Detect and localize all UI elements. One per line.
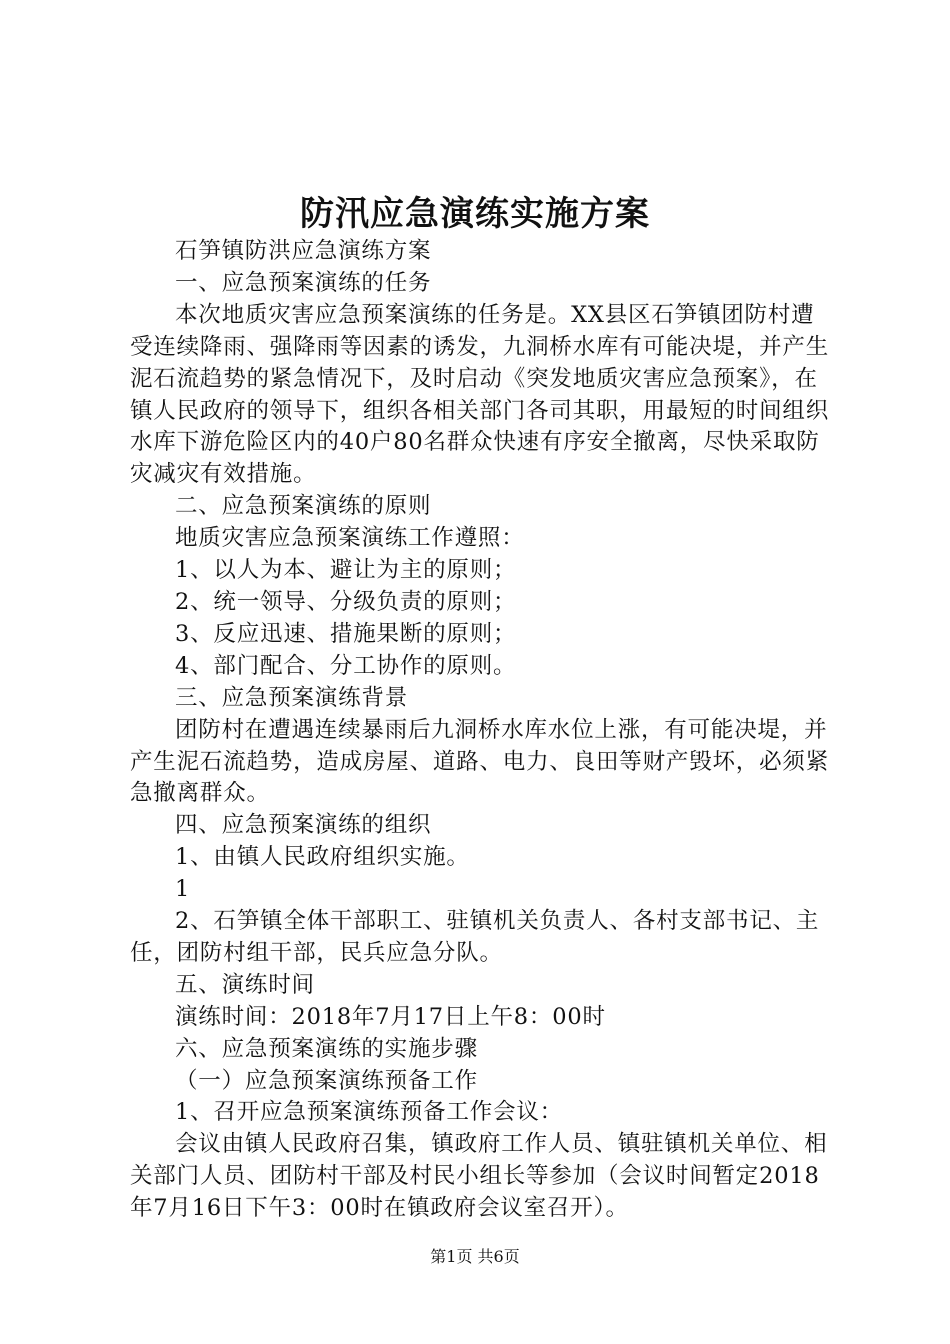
list-item: 1、由镇人民政府组织实施。 <box>175 844 470 871</box>
list-item: 1、召开应急预案演练预备工作会议： <box>175 1099 563 1126</box>
section-heading: 六、应急预案演练的实施步骤 <box>175 1035 478 1062</box>
paragraph: 地质灾害应急预案演练工作遵照： <box>175 525 525 552</box>
list-item: 4、部门配合、分工协作的原则。 <box>175 652 517 679</box>
document-title: 防汛应急演练实施方案 <box>300 194 650 234</box>
paragraph: 会议由镇人民政府召集，镇政府工作人员、镇驻镇机关单位、相关部门人员、团防村干部及村民小组长等参加（会议时间暂定2018年7月16日下午3：00时在镇政府会议室召开）。 <box>130 1131 828 1222</box>
list-item: 1、以人为本、避让为主的原则； <box>175 557 517 584</box>
list-item: 2、石笋镇全体干部职工、驻镇机关负责人、各村支部书记、主任，团防村组干部，民兵应急分队。 <box>130 908 820 966</box>
stray-page-number: 1 <box>175 876 191 903</box>
section-heading: 五、演练时间 <box>175 971 315 998</box>
section-heading: 三、应急预案演练背景 <box>175 684 409 711</box>
section-heading: 二、应急预案演练的原则 <box>175 493 432 520</box>
subsection-heading: （一）应急预案演练预备工作 <box>175 1067 478 1094</box>
paragraph: 团防村在遭遇连续暴雨后九洞桥水库水位上涨，有可能决堤，并产生泥石流趋势，造成房屋、道路、电力、良田等财产毁坏，必须紧急撤离群众。 <box>130 716 830 807</box>
section-heading: 一、应急预案演练的任务 <box>175 269 432 296</box>
paragraph: 本次地质灾害应急预案演练的任务是。XX县区石笋镇团防村遭受连续降雨、强降雨等因素的诱发，九洞桥水库有可能决堤，并产生泥石流趋势的紧急情况下，及时启动《突发地质灾害应急预案》，在镇人民政府的领导下，组织各相关部门各司其职，用最短的时间组织水库下游危险区内的40户80名群众快速有序安全撤离，尽快采取防灾减灾有效措施。 <box>130 301 830 488</box>
document-body <box>130 236 830 1225</box>
section-heading: 四、应急预案演练的组织 <box>175 812 432 839</box>
list-item: 3、反应迅速、措施果断的原则； <box>175 620 517 647</box>
list-item: 2、统一领导、分级负责的原则； <box>175 588 517 615</box>
paragraph: 石笋镇防洪应急演练方案 <box>175 238 432 264</box>
paragraph: 演练时间：2018年7月17日上午8：00时 <box>175 1003 606 1030</box>
page-footer: 第1页 共6页 <box>430 1247 520 1266</box>
